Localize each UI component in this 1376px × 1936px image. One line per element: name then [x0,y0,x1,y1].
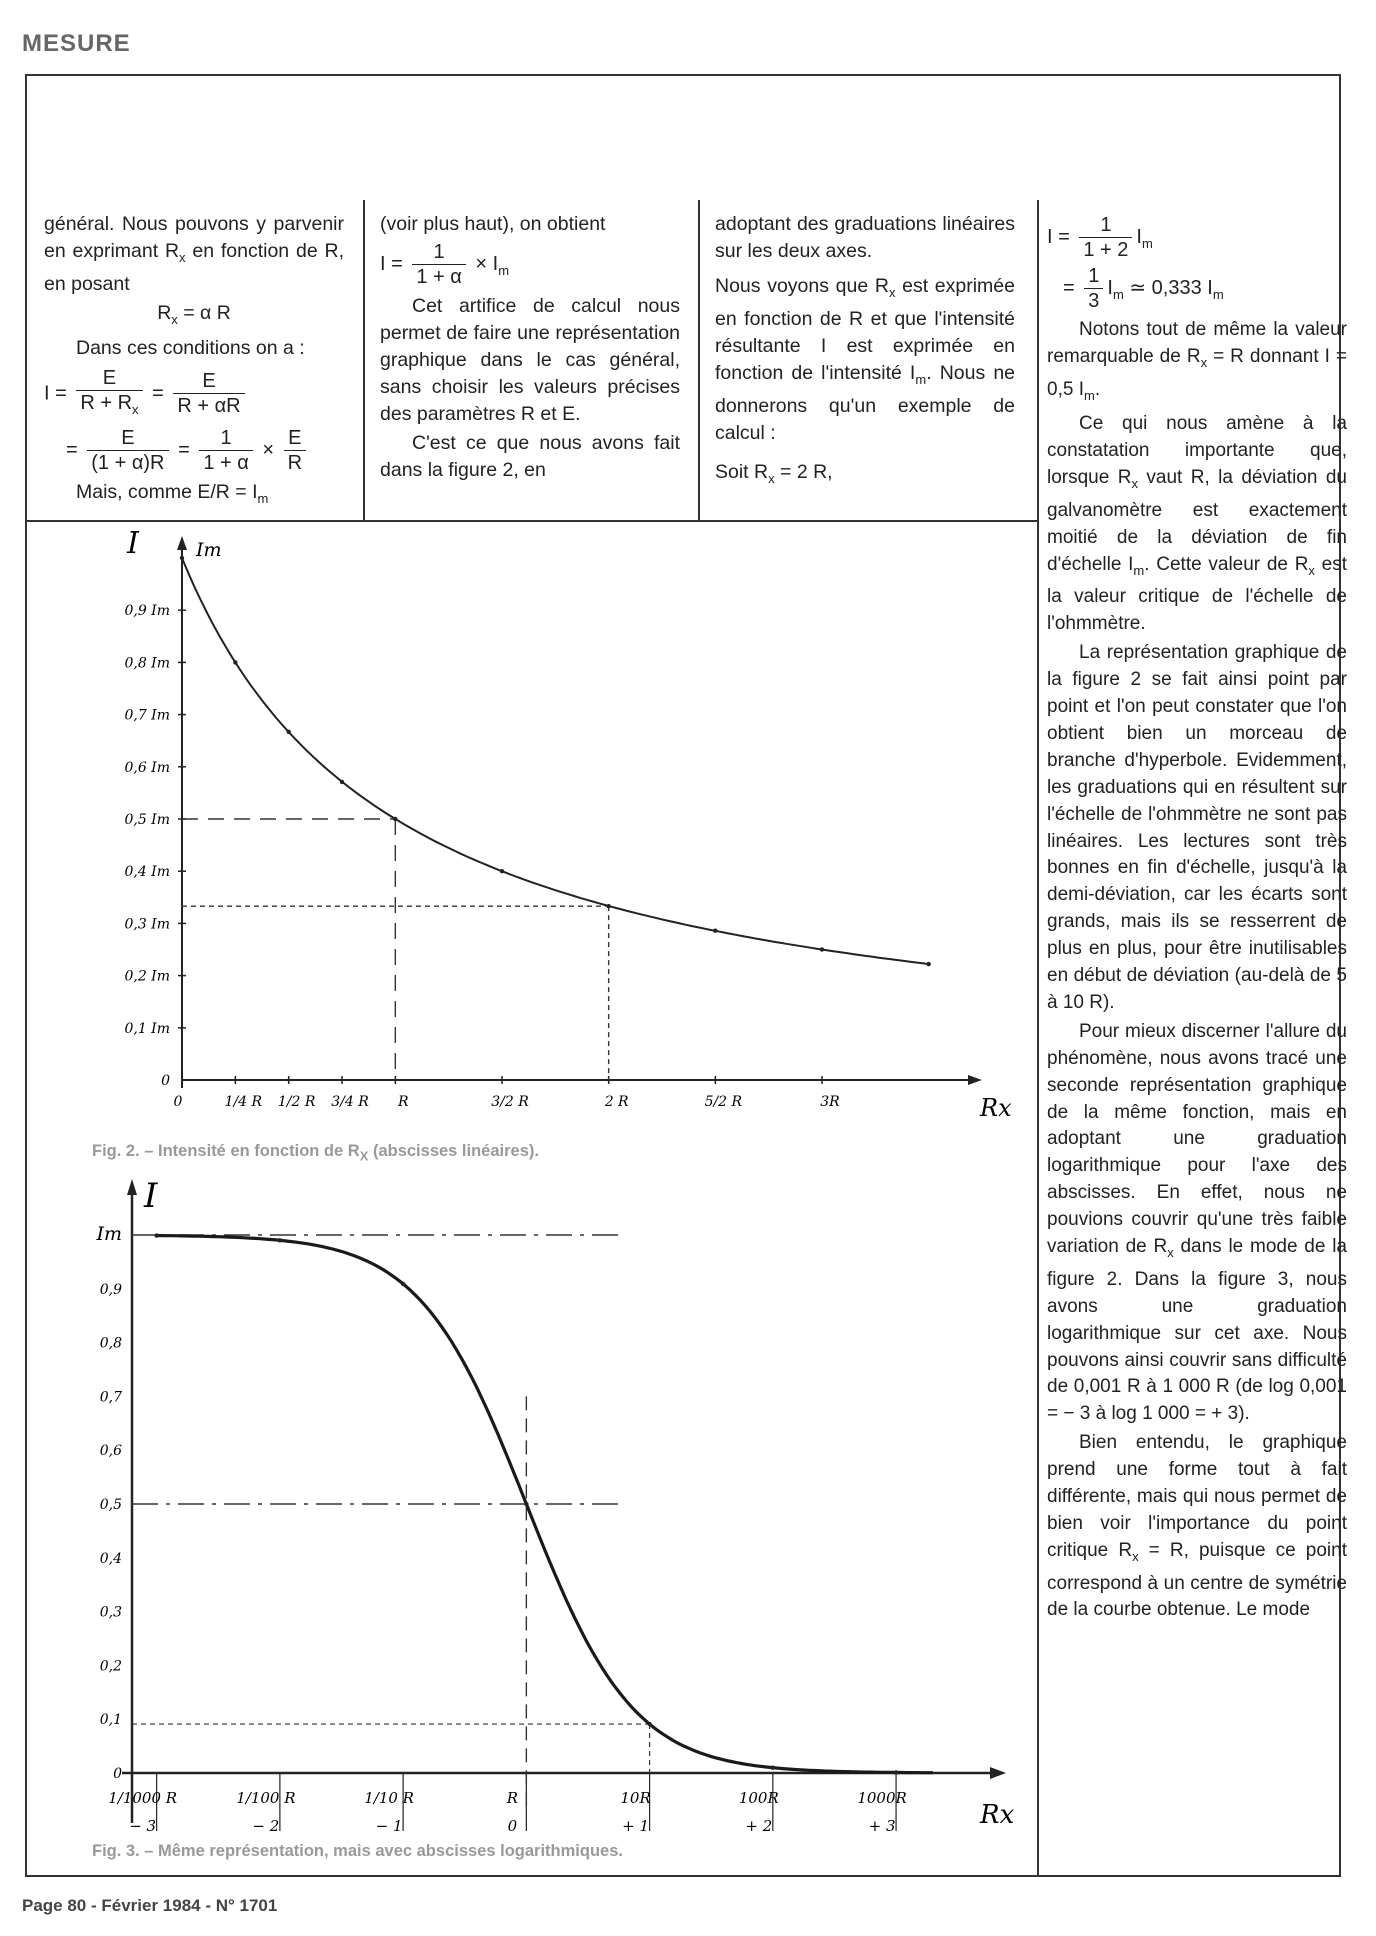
y-axis-arrow [177,536,187,550]
subscript: x [768,470,775,486]
denominator: 1 + 2 [1083,239,1129,261]
col3-text-c: est exprimée en fonction de R et que l'intensité résultante I est exprimée en fonction de l'intensité I [715,275,1015,384]
x-tick-label: 5/2 R [704,1094,743,1110]
col4-text-b: = R donnant I = 0,5 I [1047,345,1347,400]
times-sign: × [475,252,488,275]
x-tick-label: 100R [738,1789,779,1807]
data-point [926,962,930,966]
denominator: 1 + α [416,266,462,288]
data-point [278,1238,282,1242]
col4-text-h: Pour mieux discerner l'allure du phénomène, nous avons tracé une seconde représentation graphique de la même fonction, mais en adoptant une graduation logarithmique pour l'axe des abscisses. En effet, nous ne pouvions couvrir qu'une très faible variation de R [1047,1020,1347,1258]
equation-3 [380,240,680,289]
x-tick-label: 3/2 R [491,1094,529,1110]
text-column-2 [380,211,680,486]
col4-text-g: La représentation graphique de la figure 2 se fait ainsi point par point et l'on peut constater que l'on obtient bien un morceau de branche d'hyperbole. Evidemment, les graduations qui en résultent sur l'échelle de l'ohmmètre ne sont pas linéaires. Les lectures sont très bonnes en fin d'échelle, jusqu'à la demi-déviation, car les écarts sont grands, mais ils se resserrent de plus en plus, pour être inutilisables en début de déviation (au-delà de 5 à 10 R). [1047,642,1347,1013]
x-axis-label: Rx [980,1094,1012,1122]
eq-lhs: I = [380,252,403,275]
figure-2-chart [30,528,1030,1128]
data-point [154,1233,158,1237]
y-tick-label: 0,3 [99,1604,122,1621]
x-tick-log-label: 0 [507,1817,518,1835]
y-tick-label: 0,1 [99,1712,122,1729]
x-tick-label: 1/4 R [224,1094,263,1110]
caption-text: (abscisses linéaires). [368,1142,539,1160]
data-point [500,869,504,873]
col4-text-d: vaut R, la déviation du galvanomètre est exactement moitié de la déviation de fin d'échelle I [1047,467,1347,575]
x-tick-label: 1/1000 R [108,1789,178,1807]
y-axis-arrow [127,1179,137,1195]
x-tick-label: 1/100 R [236,1789,296,1807]
im-symbol: I [492,252,499,275]
data-point [286,730,290,734]
col4-text-i: dans le mode de la figure 2. Dans la figure 3, nous avons une graduation logarithmique sur cet axe. Nous pouvons ainsi couvrir sans difficulté de 0,001 R à 1 000 R (de log 0,001 = − 3 à log 1 000 = + 3). [1047,1236,1347,1425]
subscript: x [171,311,178,327]
x-axis-label: Rx [980,1800,1015,1830]
fraction [76,366,142,422]
y-tick-label: 0,7 Im [124,707,170,724]
subscript: m [1133,562,1145,578]
data-point [401,1282,405,1286]
col3-text-e: Soit R [715,460,769,483]
equation-2 [66,426,344,475]
data-point [647,1722,651,1726]
data-point [820,947,824,951]
denominator-text: R + R [80,391,133,414]
equation-1 [44,366,344,422]
y-tick-label: 0,3 Im [124,916,170,933]
denominator: 3 [1088,290,1100,312]
numerator: 1 [1084,264,1103,289]
y-tick-label: 0,2 [99,1658,122,1675]
col4-text-a: Notons tout de même la valeur remarquable de R [1047,319,1347,367]
col1-text-a: général. Nous pouvons y parvenir en exprimant R [44,213,344,262]
data-point [894,1770,898,1774]
x-tick-label: R [506,1789,519,1807]
col1-text-d: Mais, comme E/R = I [76,480,258,503]
im-symbol: I [1107,276,1113,299]
denominator: R + αR [177,395,241,418]
numerator: E [173,369,244,394]
subscript: m [1212,286,1224,302]
subscript: x [1308,562,1315,578]
subscript: x [1200,354,1208,370]
x-tick-label: 1/2 R [277,1094,316,1110]
col3-text-a: adoptant des graduations linéaires sur les deux axes. [715,213,1015,262]
numerator: E [76,366,142,391]
text-column-4: I = $\frac{1}{1 + 2}$ $I_m$ = $\frac{1}{3}$ $I_m$ ≃ 0,333 $I_m$ Notons tout de même la valeur remarquable de $R_x = R$ donnant I = 0,5 $I_m$. Ce qui nous amène à la constatation importante que, lorsque $R_x$ vaut R, la déviation du galvanomètre est exactement moitié de la déviation de fin d'échelle $I_m$. Cette valeur de $R_x$ est la valeur critique de l'échelle de l'ohmmètre. La représentation graphique de la figure 2 se fait ainsi point par point et l'on peut constater que l'on obtient bien un morceau de branche d'hyperbole. Evidemment, les graduations qui en résultent sur l'échelle de l'ohmmètre ne sont pas linéaires. Les lectures sont très bonnes en fin d'échelle, jusqu'à la demi-déviation, car les écarts sont grands, mais ils se resserrent de plus en plus, pour être inutilisables en début de déviation (au-delà de 5 à 10 R). Pour mieux discerner l'allure du phénomène, nous avons tracé une seconde représentation graphique de la même fonction, mais en adoptant une graduation logarithmique pour l'axe des abscisses. En effet, nous ne pouvions couvrir qu'une très faible variation de $R_x$ dans le mode de la figure 2. Dans la figure 3, nous avons une graduation logarithmique sur cet axe. Nous pouvons ainsi couvrir sans difficulté de 0,001 R à 1 000 R (de log 0,001 = − 3 à log 1 000 = + 3). Bien entendu, le graphique prend une forme tout à fait différente, mais qui nous permet de bien voir l'importance du point critique $R_x = R$, puisque ce point correspond à un centre de symétrie de la courbe obtenue. Le mode [1047,214,1347,1621]
y-tick-label: Im [96,1223,122,1245]
hyperbola-curve [182,558,929,964]
text-column-3 [715,211,1015,494]
figure-3-caption: Fig. 3. – Même représentation, mais avec abscisses logarithmiques. [92,1842,623,1860]
x-tick-label: 0 [173,1094,183,1110]
col4-text-j: Bien entendu, le graphique prend une forme tout à fait différente, mais qui nous permet de bien voir l'importance du point critique R [1047,1432,1347,1561]
x-tick-label: 3/4 R [331,1094,369,1110]
col2-text-c: C'est ce que nous avons fait dans la figure 2, en [380,432,680,481]
col1-pose: = α R [183,301,231,324]
x-tick-log-label: + 1 [622,1817,650,1835]
denominator: R [287,451,303,474]
y-tick-label: 0,2 Im [124,968,170,985]
y-tick-label: 0,7 [99,1389,122,1406]
x-tick-log-label: − 2 [252,1817,280,1835]
subscript: m [1112,286,1124,302]
equation-5 [1063,264,1347,313]
y-tick-label: 0,4 [99,1550,122,1567]
numerator: 1 [412,240,465,265]
eq-approx: ≃ 0,333 I [1129,276,1213,299]
x-tick-label: 1000R [857,1789,907,1807]
x-tick-label: R [398,1094,409,1110]
im-symbol: I [1136,225,1142,248]
numerator: E [284,426,306,451]
denominator: (1 + α)R [91,451,165,474]
fraction [412,240,465,289]
y-tick-label: 0,5 Im [124,812,170,828]
x-axis-arrow [968,1075,982,1085]
x-tick-label: 10R [620,1789,651,1807]
denominator: 1 + α [203,451,249,474]
numerator: 1 [1079,213,1132,238]
data-point [180,556,184,560]
y-tick-label: 0,8 [99,1335,122,1352]
subscript: m [915,371,927,387]
col2-text-a: (voir plus haut), on obtient [380,213,606,235]
x-tick-log-label: − 1 [375,1817,403,1835]
x-tick-label: 3R [820,1094,840,1110]
figure-top-rule [25,520,1039,522]
eq-sign: = [178,438,190,461]
col2-text-b: Cet artifice de calcul nous permet de faire une représentation graphique dans le cas général, sans choisir les valeurs précises des paramètres R et E. [380,295,680,425]
col4-text-e: . Cette valeur de R [1144,553,1309,575]
y-tick-label: 0 [113,1766,122,1782]
y-tick-label: 0,5 [99,1497,122,1513]
text-column-1: général. Nous pouvons y parvenir en exprimant $R_x$ en fonction de R, en posant $R_x = \alpha$ R Dans ces conditions on a : I = $\frac{E}{R + R_x}$ = $\frac{E}{R + \alpha R}$ = $\frac{E}{(1 + \alpha)R}$ = $\frac{1}{1 + \alpha}$ × $\frac{E}{R}$ Mais, comme $E/R = I_m$ [44,213,344,506]
data-point [524,1502,528,1506]
fraction [1079,213,1132,262]
subscript: x [1132,1548,1139,1564]
column-rule-2 [698,200,700,522]
subscript: m [498,262,510,278]
col4-text-c: Ce qui nous amène à la constatation importante que, lorsque R [1047,413,1347,489]
fraction [87,426,168,475]
x-tick-log-label: + 3 [868,1817,896,1835]
x-tick-log-label: − 3 [129,1817,157,1835]
y-tick-label: 0,1 Im [124,1020,170,1037]
fraction [1084,264,1103,313]
eq-sign: = [1063,276,1075,299]
y-axis-label: I [127,528,139,561]
x-tick-label: 1/10 R [364,1789,414,1807]
subscript: m [1083,387,1095,403]
y-tick-label: 0,6 Im [124,759,170,776]
col4-text-k: = R, puisque ce point correspond à un centre de symétrie de la courbe obtenue. Le mode [1047,1539,1347,1621]
col3-text-f: = 2 R, [774,460,833,483]
figure-2-caption [92,1142,539,1163]
subscript: x [888,284,896,300]
eq-lhs: I = [44,382,67,405]
subscript: x [179,249,186,265]
column-rule-right [1037,200,1039,1877]
data-point [771,1765,775,1769]
equation-4 [1047,213,1347,262]
section-header: MESURE [22,30,131,57]
subscript: x [132,401,139,417]
eq-lhs: I = [1047,225,1070,248]
caption-text: Fig. 2. – Intensité en fonction de R [92,1142,360,1160]
data-point [393,817,397,821]
denominator [76,391,142,422]
fraction [199,426,252,475]
numerator: 1 [199,426,252,451]
y-axis-label-2: Im [196,539,222,561]
fraction [284,426,306,475]
subscript: X [359,1148,369,1164]
subscript: m [257,490,269,506]
data-point [606,904,610,908]
y-tick-label: 0 [161,1073,170,1089]
data-point [233,660,237,664]
eq-sign: = [66,438,78,461]
y-tick-label: 0,8 Im [124,655,170,672]
times-sign: × [262,438,275,461]
y-axis-label: I [144,1176,158,1216]
subscript: x [1131,475,1138,491]
data-point [340,780,344,784]
x-tick-log-label: + 2 [745,1817,773,1835]
fraction [173,369,244,418]
x-tick-label: 2 R [604,1094,629,1110]
col1-text-b: en fonction de R, en posant [44,240,344,295]
data-point [713,929,717,933]
col3-text-d: . Nous ne donnerons qu'un exemple de calcul : [715,361,1016,444]
subscript: m [1141,235,1153,251]
numerator: E [87,426,168,451]
col4-text-f: est la valeur critique de l'échelle de l'ohmmètre. [1047,553,1347,635]
eq-sign: = [152,382,164,405]
col3-text-b: Nous voyons que R [715,275,889,297]
page-footer: Page 80 - Février 1984 - N° 1701 [22,1896,278,1915]
y-tick-label: 0,4 Im [124,864,170,881]
y-tick-label: 0,9 Im [124,603,170,620]
column-rule-1 [363,200,365,522]
subscript: x [1167,1244,1174,1260]
y-tick-label: 0,9 [99,1281,122,1298]
col1-text-c: Dans ces conditions on a : [76,336,305,359]
y-tick-label: 0,6 [99,1443,122,1460]
figure-3-chart [30,1165,1030,1845]
x-axis-arrow [990,1767,1006,1779]
